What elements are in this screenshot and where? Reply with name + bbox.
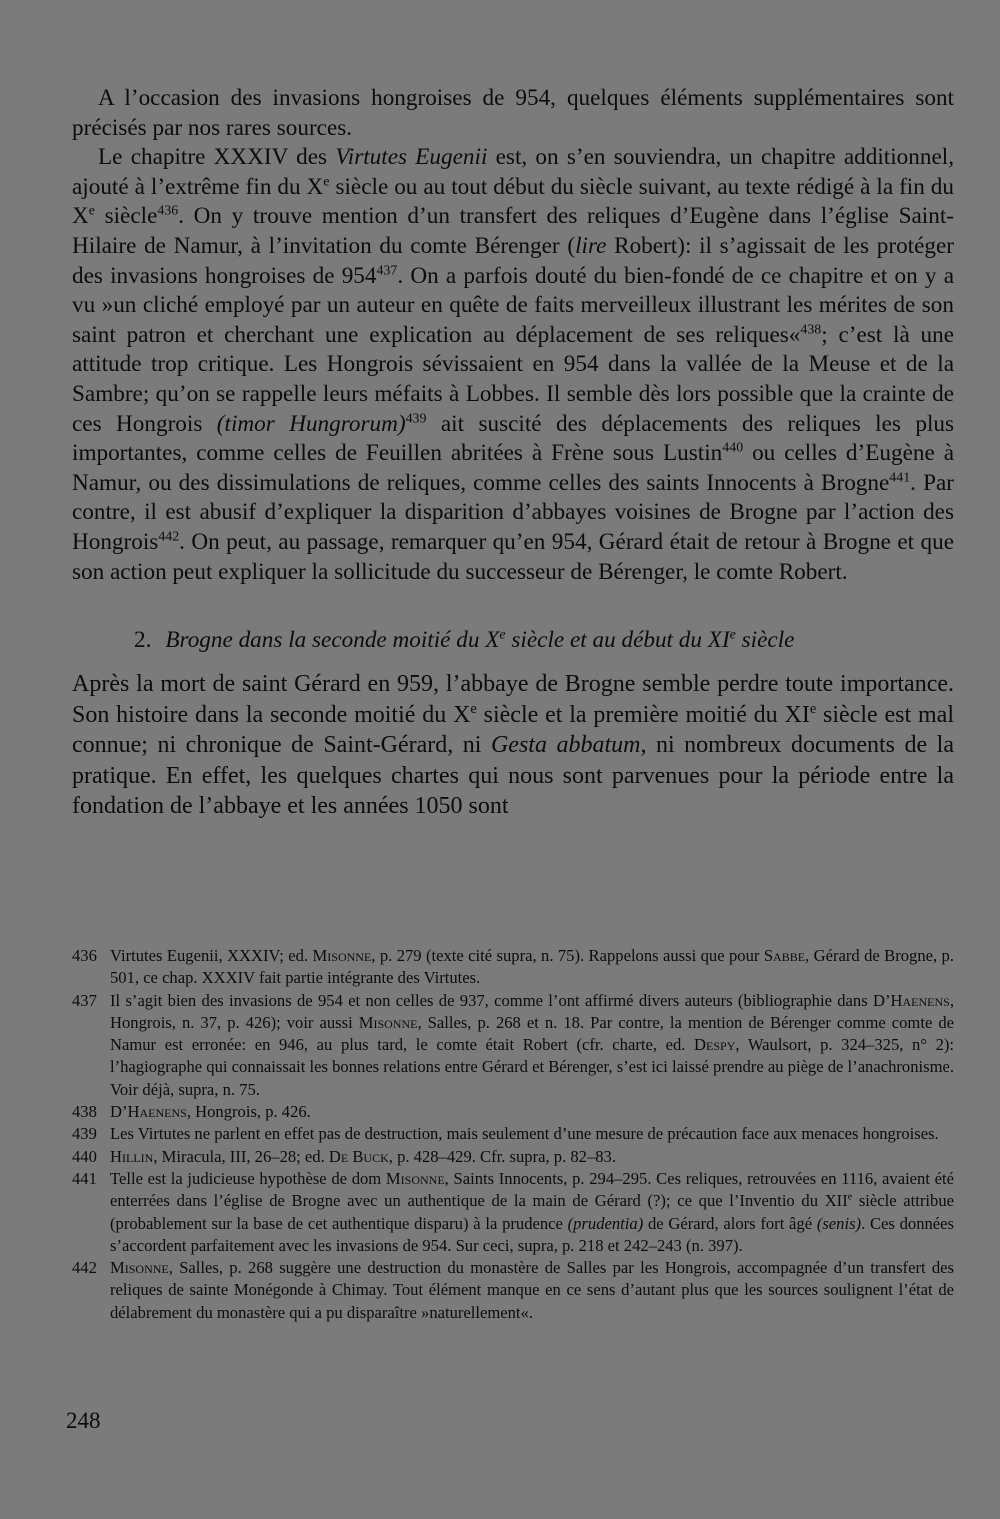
footnote-ref: 441: [889, 469, 911, 485]
footnote-440: 440 Hillin, Miracula, III, 26–28; ed. De Buck, p. 428–429. Cfr. supra, p. 82–83.: [72, 1146, 616, 1166]
footnote-ref: 442: [158, 529, 180, 545]
footnote-437: 437 Il s’agit bien des invasions de 954 et non celles de 937, comme l’ont affirmé divers auteurs (bibliographie dans D’Haenens, Hongrois, n. 37, p. 426); voir aussi Misonne, Salles, p. 268 et n. 18. Par contre, la mention de Bérenger comme comte de Namur est erronée: en 946, au plus tard, le comte était Robert (cfr. charte, ed. Despy, Waulsort, p. 324–325, n° 2): l’hagiographe qui connaissait les bonnes relations entre Gérard et Bérenger, s’est ici laissé prendre au piège de l’anachronisme. Voir déjà, supra, n. 75.: [72, 990, 955, 1099]
footnote-436: 436 Virtutes Eugenii, XXXIV; ed. Misonne, p. 279 (texte cité supra, n. 75). Rappelons aussi que pour Sabbe, Gérard de Brogne, p. 501, ce chap. XXXIV fait partie intégrante des Virtutes.: [72, 946, 954, 988]
section-heading: 2. Brogne dans la seconde moitié du Xe siècle et au début du XIe siècle: [134, 627, 795, 654]
footnotes: [72, 945, 954, 1324]
footnote-ref: 438: [800, 322, 822, 338]
footnote-438: 438 D’Haenens, Hongrois, p. 426.: [72, 1102, 311, 1122]
paragraph-3: Après la mort de saint Gérard en 959, l’abbaye de Brogne semble perdre toute importance. Son histoire dans la seconde moitié du Xe siècle et la première moitié du XIe siècle est mal connue; ni chronique de Saint-Gérard, ni Gesta abbatum, ni nombreux documents de la pratique. En effet, les quelques chartes qui nous sont parvenues pour la période entre la fondation de l’abbaye et les années 1050 sont: [72, 671, 954, 820]
footnote-441: 441 Telle est la judicieuse hypothèse de dom Misonne, Saints Innocents, p. 294–295. Ces reliques, retrouvées en 1116, avaient été enterrées dans l’église de Brogne avec un authentique de la main de Gérard (?); ce que l’Inventio du XIIe siècle attribue (probablement sur la base de cet authentique disparu) à la prudence (prudentia) de Gérard, alors fort âgé (senis). Ces données s’accordent parfaitement avec les invasions de 954. Sur ceci, supra, p. 218 et 242–243 (n. 397).: [72, 1168, 954, 1255]
main-text: [72, 84, 954, 822]
paragraph-1: A l’occasion des invasions hongroises de 954, quelques éléments supplémentaires sont précisés par nos rares sources.: [72, 85, 954, 141]
footnote-ref: 437: [376, 262, 398, 278]
paragraph-2: Le chapitre XXXIV des Virtutes Eugenii est, on s’en souviendra, un chapitre additionnel, ajouté à l’extrême fin du Xe siècle ou au tout début du siècle suivant, au texte rédigé à la fin du Xe siècle$^{436}$. On y trouve mention d’un transfert des reliques d’Eugène dans l’église Saint-Hilaire de Namur, à l’invitation du comte Bérenger (lire Robert): il s’agissait de les protéger des invasions hongroises de $954^{437}$. On a parfois douté du bien-fondé de ce chapitre et on y a vu »un cliché employé par un auteur en quête de faits merveilleux illustrant les mérites de son saint patron et cherchant une explication au déplacement de ses reliques«$^{438}$; c’est là une attitude trop critique. Les Hongrois sévissaient en 954 dans la vallée de la Meuse et de la Sambre; qu’on se rappelle leurs méfaits à Lobbes. Il semble dès lors possible que la crainte de ces Hongrois (timor Hungrorum)$^{439}$ ait suscité des déplacements des reliques les plus importantes, comme celles de Feuillen abritées à Frène sous Lustin$^{440}$ ou celles d’Eugène à Namur, ou des dissimulations de reliques, comme celles des saints Innocents à Brogne$^{441}$. Par contre, il est abusif d’expliquer la disparition d’abbayes voisines de Brogne par l’action des Hongrois$^{442}$. On peut, au passage, remarquer qu’en 954, Gérard était de retour à Brogne et que son action peut expliquer la sollicitude du successeur de Bérenger, le comte Robert.: [72, 144, 955, 585]
italic-title: Virtutes Eugenii: [335, 144, 488, 171]
footnote-ref: 440: [722, 440, 744, 456]
footnote-442: 442 Misonne, Salles, p. 268 suggère une destruction du monastère de Salles par les Hongrois, accompagnée d’un transfert des reliques de sainte Monégonde à Chimay. Tout élément manque en ce sens d’autant plus que les sources soulignent l’état de délabrement du monastère qui a pu disparaître »naturellement«.: [72, 1258, 954, 1322]
footnote-ref: 436: [157, 203, 179, 219]
page-number: 248: [66, 1408, 101, 1433]
footnote-ref: 439: [405, 410, 427, 426]
footnote-439: 439 Les Virtutes ne parlent en effet pas de destruction, mais seulement d’une mesure de précaution face aux menaces hongroises.: [72, 1124, 939, 1144]
